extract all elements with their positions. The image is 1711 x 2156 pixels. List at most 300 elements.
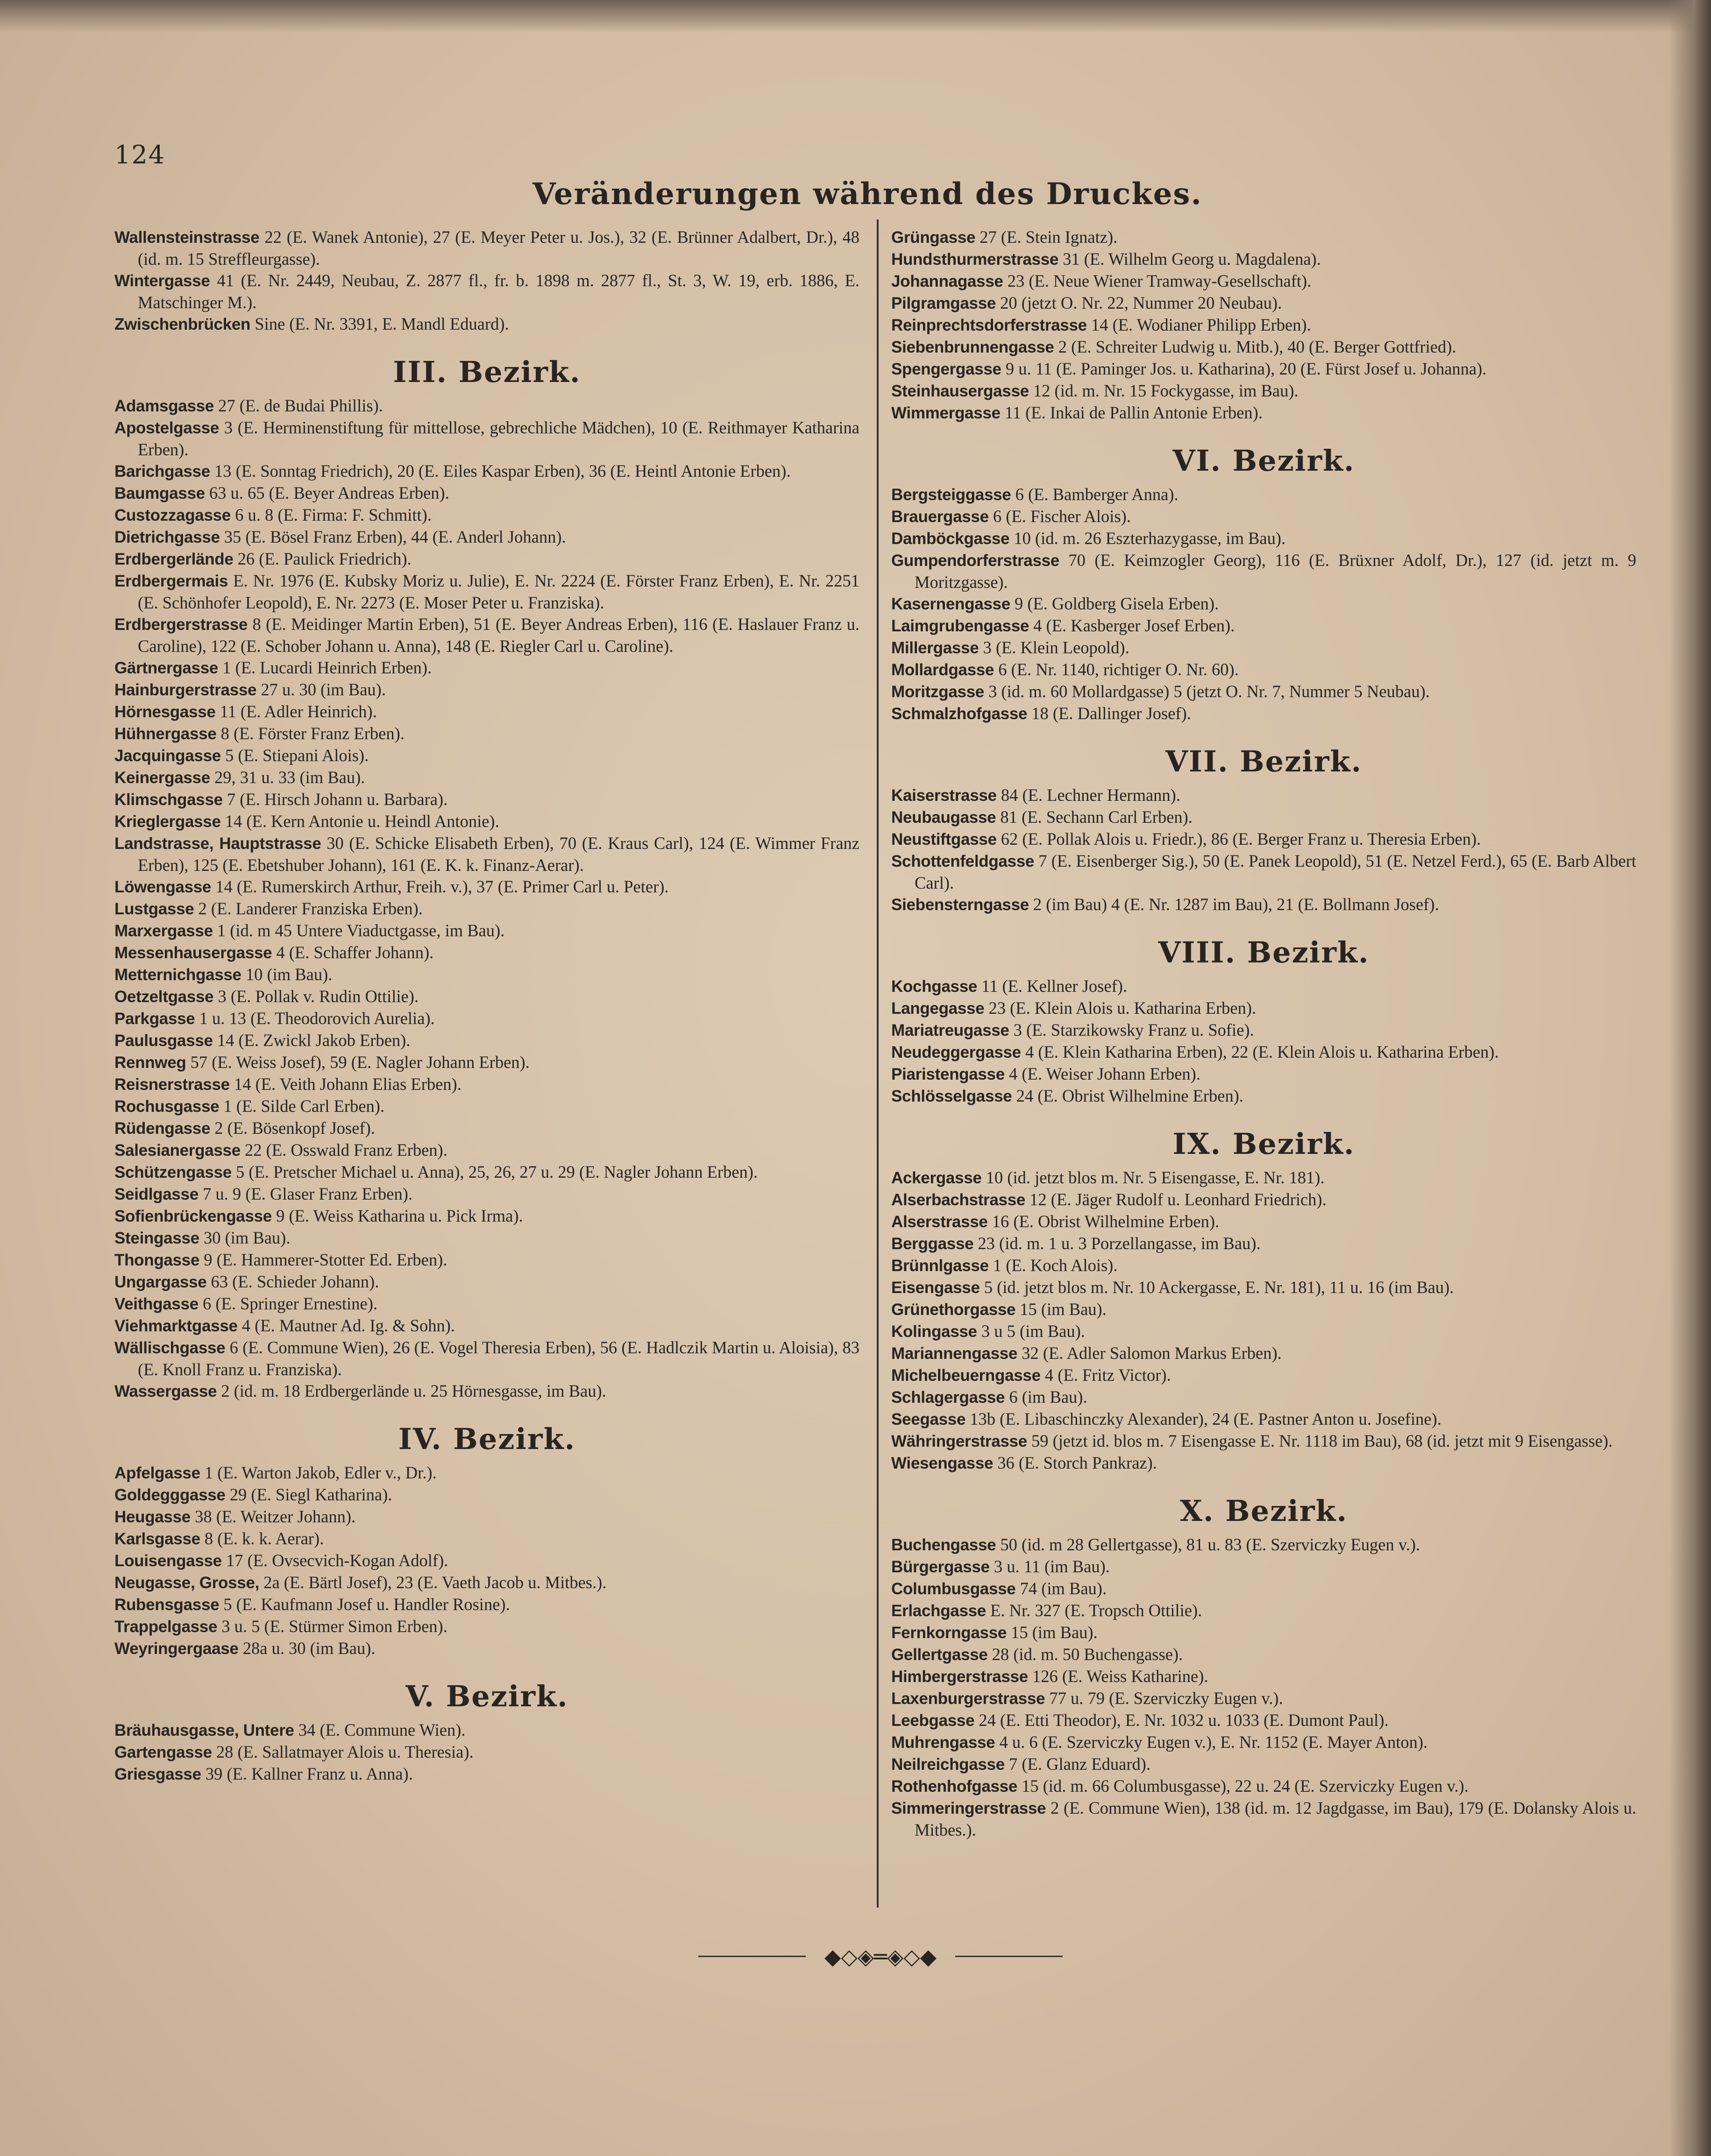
street-entry [114, 1528, 859, 1550]
street-name: Neugasse, Grosse, [114, 1574, 260, 1592]
entry-details: 2 (E. Landerer Franziska Erben). [194, 899, 423, 918]
street-entry [891, 637, 1636, 659]
street-entry [114, 1008, 859, 1030]
entry-details: 16 (E. Obrist Wilhelmine Erben). [987, 1212, 1220, 1231]
page-title: Veränderungen während des Druckes. [532, 177, 1202, 212]
street-name: Siebenbrunnengasse [891, 338, 1054, 356]
entry-details: 50 (id. m 28 Gellertgasse), 81 u. 83 (E. Szerviczky Eugen v.). [996, 1535, 1420, 1554]
street-entry [114, 1205, 859, 1227]
entry-details: 18 (E. Dallinger Josef). [1027, 704, 1191, 723]
district-heading: VIII. Bezirk. [1158, 935, 1370, 969]
street-entry [114, 1506, 859, 1528]
entry-details: 36 (E. Storch Pankraz). [993, 1453, 1157, 1472]
street-name: Neudeggergasse [891, 1043, 1021, 1061]
street-entry [114, 723, 859, 745]
street-name: Louisengasse [114, 1552, 222, 1570]
street-name: Muhrengasse [891, 1733, 995, 1752]
street-entry [114, 833, 859, 876]
entry-details: 28 (E. Sallatmayer Alois u. Theresia). [212, 1742, 474, 1761]
street-entry [891, 1321, 1636, 1343]
street-name: Siebensterngasse [891, 896, 1029, 914]
left-column [114, 226, 859, 1785]
entry-details: 23 (E. Klein Alois u. Katharina Erben). [984, 998, 1257, 1018]
entry-details: 12 (id. m. Nr. 15 Fockygasse, im Bau). [1029, 381, 1299, 400]
entry-details: 4 (E. Mautner Ad. Ig. & Sohn). [237, 1316, 455, 1335]
street-entry [114, 1572, 859, 1594]
page-right-edge [1669, 0, 1711, 2156]
street-name: Mollardgasse [891, 661, 994, 679]
street-name: Rothenhofgasse [891, 1777, 1017, 1795]
street-entry [891, 550, 1636, 593]
street-name: Reisnerstrasse [114, 1075, 230, 1094]
street-entry [891, 976, 1636, 997]
entry-details: 10 (id. jetzt blos m. Nr. 5 Eisengasse, E. Nr. 181). [981, 1168, 1325, 1187]
street-entry [891, 1299, 1636, 1321]
entry-details: 77 u. 79 (E. Szerviczky Eugen v.). [1045, 1689, 1283, 1708]
street-name: Wällischgasse [114, 1339, 226, 1357]
entry-details: 8 (E. Meidinger Martin Erben), 51 (E. Beyer Andreas Erben), 116 (E. Haslauer Franz u. Caroline), 122 (E. Schober Johann u. Anna), 148 (E. Riegler Carl u. Caroline). [138, 615, 859, 656]
street-name: Kochgasse [891, 977, 978, 996]
street-entry [891, 1556, 1636, 1578]
street-entry [114, 1074, 859, 1096]
street-name: Apfelgasse [114, 1464, 200, 1482]
entry-details: 3 (E. Herminenstiftung für mittellose, gebrechliche Mädchen), 10 (E. Reithmayer Katharina Erben). [138, 418, 859, 459]
street-entry [114, 570, 859, 614]
entry-details: 3 u. 11 (im Bau). [989, 1557, 1110, 1576]
entry-details: 4 (E. Weiser Johann Erben). [1004, 1064, 1200, 1083]
street-name: Goldegggasse [114, 1486, 226, 1504]
street-name: Mariannengasse [891, 1344, 1018, 1363]
street-entry [114, 526, 859, 548]
street-entry [114, 1380, 859, 1402]
street-entry [891, 681, 1636, 703]
entry-details: 14 (E. Wodianer Philipp Erben). [1086, 315, 1311, 334]
entry-details: 12 (E. Jäger Rudolf u. Leonhard Friedrich). [1025, 1190, 1327, 1209]
street-name: Brauergasse [891, 508, 989, 526]
street-entry [891, 806, 1636, 828]
entry-details: 1 (id. m 45 Untere Viaductgasse, im Bau). [213, 921, 505, 940]
street-name: Neilreichgasse [891, 1755, 1005, 1774]
ornament-line-left [698, 1956, 806, 1957]
street-name: Kaiserstrasse [891, 786, 997, 805]
entry-details: 5 (id. jetzt blos m. Nr. 10 Ackergasse, E. Nr. 181), 11 u. 16 (im Bau). [980, 1278, 1454, 1297]
entry-details: 11 (E. Inkai de Pallin Antonie Erben). [1000, 403, 1263, 422]
street-name: Schützengasse [114, 1163, 232, 1181]
street-entry [891, 894, 1636, 916]
street-name: Thongasse [114, 1251, 200, 1269]
entry-details: 24 (E. Etti Theodor), E. Nr. 1032 u. 1033 (E. Dumont Paul). [974, 1711, 1389, 1730]
entry-details: 7 (E. Glanz Eduard). [1004, 1754, 1151, 1774]
entry-details: 32 (E. Adler Salomon Markus Erben). [1017, 1343, 1282, 1363]
street-entry [114, 1117, 859, 1139]
district-heading: X. Bezirk. [1179, 1494, 1348, 1528]
street-name: Metternichgasse [114, 966, 241, 984]
entry-details: 1 (E. Koch Alois). [988, 1256, 1118, 1275]
street-entry [114, 1096, 859, 1117]
entry-details: 34 (E. Commune Wien). [294, 1720, 466, 1739]
entry-details: 27 (E. Stein Ignatz). [975, 227, 1118, 247]
street-entry [891, 336, 1636, 358]
street-entry [114, 1030, 859, 1052]
street-entry [114, 270, 859, 313]
column-divider [877, 219, 879, 1908]
entry-details: 8 (E. k. k. Aerar). [200, 1529, 324, 1548]
street-name: Heugasse [114, 1508, 191, 1526]
entry-details: 27 u. 30 (im Bau). [256, 680, 386, 699]
entry-details: 10 (im Bau). [241, 965, 333, 984]
street-entry [891, 1386, 1636, 1408]
entry-details: 14 (E. Zwickl Jakob Erben). [213, 1031, 411, 1050]
entry-details: 126 (E. Weiss Katharine). [1028, 1667, 1208, 1686]
entry-details: 5 (E. Kaufmann Josef u. Handler Rosine). [219, 1595, 510, 1614]
entry-details: 23 (E. Neue Wiener Tramway-Gesellschaft). [1003, 271, 1312, 290]
street-name: Steingasse [114, 1229, 199, 1247]
street-entry [891, 528, 1636, 550]
street-entry [114, 942, 859, 964]
street-name: Damböckgasse [891, 530, 1010, 548]
street-name: Johannagasse [891, 272, 1003, 290]
street-name: Bräuhausgasse, Untere [114, 1721, 294, 1739]
street-name: Schottenfeldgasse [891, 852, 1035, 870]
street-name: Hörnesgasse [114, 703, 216, 721]
entry-details: 2 (E. Commune Wien), 138 (id. m. 12 Jagdgasse, im Bau), 179 (E. Dolansky Alois u. Mitbes.). [915, 1798, 1636, 1839]
entry-details: 9 (E. Hammerer-Stotter Ed. Erben). [199, 1250, 447, 1269]
entry-details: 1 (E. Silde Carl Erben). [219, 1096, 385, 1116]
street-name: Hainburgerstrasse [114, 681, 257, 699]
street-name: Mariatreugasse [891, 1021, 1009, 1039]
entry-details: 31 (E. Wilhelm Georg u. Magdalena). [1058, 249, 1321, 269]
street-name: Buchengasse [891, 1536, 996, 1554]
street-name: Grünethorgasse [891, 1301, 1016, 1319]
street-name: Steinhausergasse [891, 382, 1029, 400]
street-name: Landstrasse, Hauptstrasse [114, 834, 321, 853]
street-entry [891, 1534, 1636, 1556]
entry-details: 4 (E. Klein Katharina Erben), 22 (E. Klein Alois u. Katharina Erben). [1021, 1042, 1499, 1061]
entry-details: 6 u. 8 (E. Firma: F. Schmitt). [230, 505, 432, 524]
street-entry [891, 1430, 1636, 1452]
street-name: Alserstrasse [891, 1213, 988, 1231]
entry-details: 5 (E. Stiepani Alois). [220, 746, 369, 765]
entry-details: 1 (E. Lucardi Heinrich Erben). [218, 658, 432, 677]
entry-details: 1 u. 13 (E. Theodorovich Aurelia). [195, 1009, 435, 1028]
entry-details: 63 u. 65 (E. Beyer Andreas Erben). [205, 483, 449, 502]
entry-details: 63 (E. Schieder Johann). [206, 1272, 379, 1291]
street-name: Oetzeltgasse [114, 988, 214, 1006]
entry-details: 7 (E. Eisenberger Sig.), 50 (E. Panek Leopold), 51 (E. Netzel Ferd.), 65 (E. Barb Albert Carl). [915, 851, 1636, 892]
street-entry [114, 1484, 859, 1506]
entry-details: 2 (id. m. 18 Erdbergerlände u. 25 Hörnesgasse, im Bau). [217, 1381, 606, 1400]
street-entry [891, 659, 1636, 681]
street-entry [891, 1644, 1636, 1666]
street-name: Salesianergasse [114, 1141, 241, 1159]
district-heading: VI. Bezirk. [1172, 444, 1355, 478]
street-name: Sofienbrückengasse [114, 1207, 272, 1225]
entry-details: E. Nr. 1976 (E. Kubsky Moriz u. Julie), E. Nr. 2224 (E. Förster Franz Erben), E. Nr. 2251 (E. Schönhofer Leopold), E. Nr. 2273 (E. Moser Peter u. Franziska). [138, 571, 859, 612]
entry-details: 2 (im Bau) 4 (E. Nr. 1287 im Bau), 21 (E. Bollmann Josef). [1029, 895, 1439, 914]
district-heading: IX. Bezirk. [1172, 1127, 1355, 1161]
street-name: Rubensgasse [114, 1596, 220, 1614]
street-name: Laimgrubengasse [891, 617, 1029, 635]
entry-details: 3 (E. Pollak v. Rudin Ottilie). [213, 987, 419, 1006]
street-entry [891, 248, 1636, 270]
street-entry [891, 615, 1636, 637]
street-entry [891, 1343, 1636, 1364]
street-name: Schmalzhofgasse [891, 705, 1028, 723]
street-name: Klimschgasse [114, 791, 223, 809]
entry-details: 84 (E. Lechner Hermann). [996, 785, 1180, 805]
street-entry [114, 789, 859, 811]
street-entry [891, 1452, 1636, 1474]
street-entry [891, 358, 1636, 380]
street-name: Ungargasse [114, 1273, 207, 1291]
street-entry [891, 1189, 1636, 1211]
street-name: Lustgasse [114, 900, 194, 918]
street-entry [891, 1167, 1636, 1189]
street-entry [891, 484, 1636, 506]
entry-details: 2a (E. Bärtl Josef), 23 (E. Vaeth Jacob u. Mitbes.). [259, 1573, 607, 1592]
street-entry [114, 811, 859, 833]
street-entry [114, 745, 859, 767]
entry-details: 5 (E. Pretscher Michael u. Anna), 25, 26, 27 u. 29 (E. Nagler Johann Erben). [231, 1162, 758, 1181]
street-name: Berggasse [891, 1235, 974, 1253]
street-entry [114, 1616, 859, 1638]
street-entry [114, 701, 859, 723]
entry-details: 6 (E. Fischer Alois). [988, 507, 1131, 526]
street-name: Barichgasse [114, 462, 210, 481]
street-entry [891, 1775, 1636, 1797]
district-heading: V. Bezirk. [405, 1679, 568, 1713]
entry-details: 17 (E. Ovsecvich-Kogan Adolf). [221, 1551, 448, 1570]
ornament-line-right [955, 1956, 1063, 1957]
entry-details: 14 (E. Veith Johann Elias Erben). [229, 1074, 461, 1094]
entry-details: 74 (im Bau). [1015, 1579, 1107, 1598]
entry-details: 14 (E. Kern Antonie u. Heindl Antonie). [220, 812, 499, 831]
street-name: Laxenburgerstrasse [891, 1689, 1045, 1708]
entry-details: 39 (E. Kallner Franz u. Anna). [201, 1764, 413, 1783]
page-top-edge [0, 0, 1711, 33]
street-entry [891, 1063, 1636, 1085]
entry-details: 4 (E. Kasberger Josef Erben). [1029, 616, 1235, 635]
district-heading: III. Bezirk. [393, 355, 581, 389]
street-entry [114, 1462, 859, 1484]
entry-details: 29 (E. Siegl Katharina). [225, 1485, 392, 1504]
street-entry [114, 1594, 859, 1616]
closing-ornament [698, 1943, 1063, 1971]
street-entry [114, 1763, 859, 1785]
street-name: Custozzagasse [114, 506, 231, 524]
street-entry [891, 1688, 1636, 1710]
street-entry [891, 1255, 1636, 1277]
street-name: Parkgasse [114, 1010, 195, 1028]
street-name: Zwischenbrücken [114, 315, 251, 333]
right-column [891, 226, 1636, 1841]
entry-details: 13 (E. Sonntag Friedrich), 20 (E. Eiles Kaspar Erben), 36 (E. Heintl Antonie Erben). [210, 461, 791, 481]
page-number: 124 [114, 140, 166, 170]
entry-details: 29, 31 u. 33 (im Bau). [210, 768, 365, 787]
street-name: Seegasse [891, 1410, 966, 1428]
entry-details: 15 (im Bau). [1015, 1300, 1107, 1319]
street-entry [114, 1638, 859, 1660]
entry-details: 8 (E. Förster Franz Erben). [216, 724, 405, 743]
street-entry [114, 482, 859, 504]
street-entry [114, 986, 859, 1008]
street-name: Apostelgasse [114, 419, 219, 437]
street-entry [114, 1249, 859, 1271]
street-entry [114, 548, 859, 570]
street-name: Erdbergermais [114, 572, 228, 590]
entry-details: 3 (id. m. 60 Mollardgasse) 5 (jetzt O. Nr. 7, Nummer 5 Neubau). [984, 682, 1430, 701]
district-heading: VII. Bezirk. [1165, 744, 1363, 778]
street-entry [891, 506, 1636, 528]
street-entry [891, 1797, 1636, 1841]
street-entry [891, 1233, 1636, 1255]
street-name: Messenhausergasse [114, 944, 272, 962]
street-name: Hühnergasse [114, 725, 217, 743]
street-entry [114, 679, 859, 701]
street-name: Columbusgasse [891, 1580, 1016, 1598]
street-name: Keinergasse [114, 769, 210, 787]
street-entry [891, 703, 1636, 725]
street-entry [114, 920, 859, 942]
street-entry [114, 460, 859, 482]
street-entry [891, 1753, 1636, 1775]
street-entry [114, 1315, 859, 1337]
street-entry [114, 1139, 859, 1161]
street-entry [114, 1337, 859, 1380]
street-name: Wimmergasse [891, 404, 1001, 422]
street-entry [891, 1277, 1636, 1299]
street-name: Schlagergasse [891, 1388, 1005, 1407]
entry-details: 1 (E. Warton Jakob, Edler v., Dr.). [200, 1463, 437, 1482]
street-name: Gärtnergasse [114, 659, 219, 677]
street-name: Piaristengasse [891, 1065, 1005, 1083]
entry-details: 7 u. 9 (E. Glaser Franz Erben). [198, 1184, 413, 1203]
street-name: Michelbeuerngasse [891, 1366, 1041, 1385]
street-name: Neustiftgasse [891, 830, 997, 848]
entry-details: 2 (E. Bösenkopf Josef). [210, 1118, 375, 1138]
entry-details: 22 (E. Wanek Antonie), 27 (E. Meyer Peter u. Jos.), 32 (E. Brünner Adalbert, Dr.), 48 (id. m. 15 Streffleurgasse). [138, 227, 859, 269]
street-entry [891, 1732, 1636, 1753]
street-name: Erdbergerlände [114, 550, 234, 568]
entry-details: 28 (id. m. 50 Buchengasse). [987, 1645, 1183, 1664]
street-entry [114, 1550, 859, 1572]
entry-details: 11 (E. Kellner Josef). [977, 976, 1128, 996]
street-name: Rüdengasse [114, 1119, 211, 1138]
street-entry [114, 657, 859, 679]
district-heading: IV. Bezirk. [398, 1422, 576, 1456]
street-entry [891, 1600, 1636, 1622]
street-name: Spengergasse [891, 360, 1001, 378]
entry-details: 30 (E. Schicke Elisabeth Erben), 70 (E. Kraus Carl), 124 (E. Wimmer Franz Erben), 125 (E. Ebetshuber Johann), 161 (E. K. k. Finanz-Aerar). [138, 834, 859, 875]
street-name: Gellertgasse [891, 1646, 988, 1664]
entry-details: 38 (E. Weitzer Johann). [190, 1507, 356, 1526]
entry-details: 15 (im Bau). [1007, 1623, 1098, 1642]
entry-details: 7 (E. Hirsch Johann u. Barbara). [222, 790, 448, 809]
street-entry [891, 1019, 1636, 1041]
street-name: Paulusgasse [114, 1032, 213, 1050]
entry-details: 6 (im Bau). [1005, 1387, 1087, 1407]
street-name: Neubaugasse [891, 808, 996, 827]
entry-details: 9 (E. Goldberg Gisela Erben). [1010, 594, 1219, 613]
street-entry [114, 1183, 859, 1205]
street-entry [114, 1227, 859, 1249]
entry-details: 3 (E. Starzikowsky Franz u. Sofie). [1009, 1020, 1254, 1039]
street-name: Kolingasse [891, 1322, 977, 1341]
street-name: Rennweg [114, 1053, 186, 1072]
entry-details: 23 (id. m. 1 u. 3 Porzellangasse, im Bau). [973, 1234, 1261, 1253]
entry-details: 26 (E. Paulick Friedrich). [233, 549, 412, 568]
street-entry [891, 593, 1636, 615]
street-name: Pilgramgasse [891, 294, 996, 312]
street-entry [891, 1041, 1636, 1063]
street-entry [891, 1211, 1636, 1233]
entry-details: 11 (E. Adler Heinrich). [215, 702, 377, 721]
entry-details: 59 (jetzt id. blos m. 7 Eisengasse E. Nr. 1118 im Bau), 68 (id. jetzt mit 9 Eisengasse). [1027, 1431, 1613, 1450]
street-entry [114, 395, 859, 417]
street-name: Schlösselgasse [891, 1087, 1012, 1105]
street-name: Marxergasse [114, 922, 213, 940]
street-name: Weyringergaase [114, 1640, 239, 1658]
entry-details: 41 (E. Nr. 2449, Neubau, Z. 2877 fl., fr. b. 1898 m. 2877 fl., St. 3, W. 19, erb. 1886, E. Matschinger M.). [138, 271, 859, 312]
street-entry [891, 785, 1636, 806]
street-name: Reinprechtsdorferstrasse [891, 316, 1087, 334]
entry-details: 13b (E. Libaschinczky Alexander), 24 (E. Pastner Anton u. Josefine). [966, 1409, 1441, 1428]
street-name: Kasernengasse [891, 595, 1010, 613]
entry-details: 2 (E. Schreiter Ludwig u. Mitb.), 40 (E. Berger Gottfried). [1054, 337, 1456, 356]
street-name: Seidlgasse [114, 1185, 199, 1203]
street-name: Leebgasse [891, 1711, 975, 1730]
entry-details: 4 (E. Fritz Victor). [1040, 1365, 1171, 1385]
street-name: Rochusgasse [114, 1097, 220, 1116]
street-name: Bergsteiggasse [891, 486, 1011, 504]
street-name: Grüngasse [891, 228, 976, 247]
street-name: Fernkorngasse [891, 1624, 1007, 1642]
entry-details: E. Nr. 327 (E. Tropsch Ottilie). [986, 1601, 1202, 1620]
street-entry [114, 898, 859, 920]
entry-details: 3 u. 5 (E. Stürmer Simon Erben). [217, 1617, 447, 1636]
street-entry [891, 1085, 1636, 1107]
street-entry [114, 1719, 859, 1741]
street-entry [114, 226, 859, 270]
street-name: Gartengasse [114, 1743, 212, 1761]
street-entry [891, 292, 1636, 314]
street-name: Karlsgasse [114, 1530, 200, 1548]
street-entry [891, 1666, 1636, 1688]
street-name: Millergasse [891, 639, 979, 657]
street-entry [891, 314, 1636, 336]
street-entry [891, 1364, 1636, 1386]
entry-details: 9 (E. Weiss Katharina u. Pick Irma). [271, 1206, 523, 1225]
street-name: Griesgasse [114, 1765, 201, 1783]
street-name: Langegasse [891, 999, 985, 1018]
street-entry [891, 828, 1636, 850]
street-name: Eisengasse [891, 1279, 980, 1297]
street-name: Erlachgasse [891, 1602, 986, 1620]
entry-details: 81 (E. Sechann Carl Erben). [996, 807, 1193, 827]
street-name: Adamsgasse [114, 397, 214, 415]
street-entry [891, 270, 1636, 292]
street-entry [114, 1052, 859, 1074]
entry-details: 9 u. 11 (E. Paminger Jos. u. Katharina), 20 (E. Fürst Josef u. Johanna). [1001, 359, 1487, 378]
street-name: Ackergasse [891, 1169, 982, 1187]
street-entry [891, 1578, 1636, 1600]
street-entry [891, 1408, 1636, 1430]
street-entry [891, 1710, 1636, 1732]
entry-details: 14 (E. Rumerskirch Arthur, Freih. v.), 37 (E. Primer Carl u. Peter). [211, 877, 669, 896]
street-name: Jacquingasse [114, 747, 221, 765]
street-name: Brünnlgasse [891, 1257, 989, 1275]
ornament-flourish: ◆◇◈═◈◇◆ [824, 1944, 937, 1969]
